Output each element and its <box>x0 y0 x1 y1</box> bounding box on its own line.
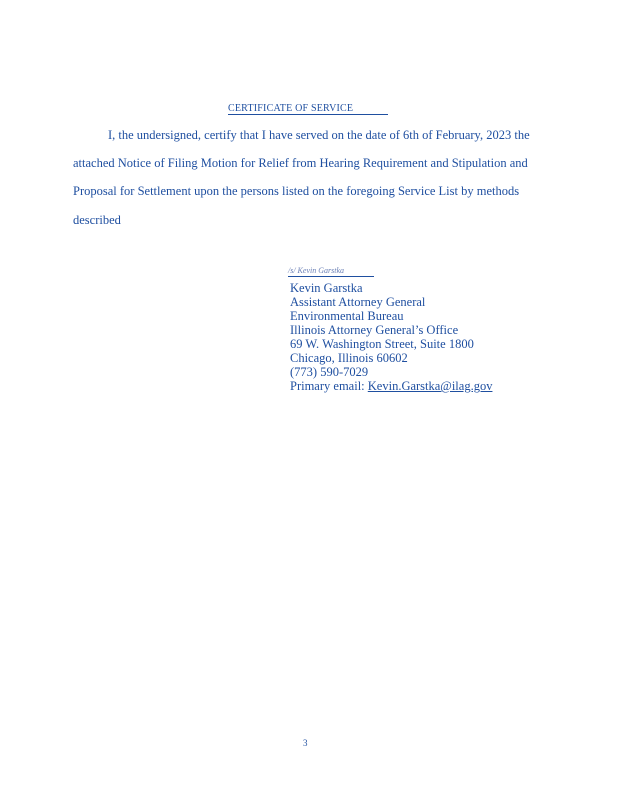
signature-block <box>290 281 492 393</box>
certificate-heading: CERTIFICATE OF SERVICE <box>228 103 388 115</box>
signer-street: 69 W. Washington Street, Suite 1800 <box>290 337 474 351</box>
signer-bureau: Environmental Bureau <box>290 309 404 323</box>
signer-title: Assistant Attorney General <box>290 295 426 309</box>
email-link[interactable]: Kevin.Garstka@ilag.gov <box>367 379 493 393</box>
signature-line: /s/ Kevin Garstka <box>288 266 374 277</box>
body-line-2: attached Notice of Filing Motion for Relief from Hearing Requirement and Stipulation and <box>73 156 528 170</box>
signer-city: Chicago, Illinois 60602 <box>290 351 408 365</box>
body-line-3: Proposal for Settlement upon the persons listed on the foregoing Service List by methods <box>73 184 520 198</box>
signer-email-row <box>290 379 492 393</box>
signer-office: Illinois Attorney General’s Office <box>290 323 459 337</box>
body-line-1: I, the undersigned, certify that I have served on the date of 6th of February, 2023 the <box>108 128 530 142</box>
body-line-4: described <box>73 213 121 227</box>
email-label: Primary email: <box>290 379 368 393</box>
signer-phone: (773) 590-7029 <box>290 365 369 379</box>
signer-name: Kevin Garstka <box>290 281 363 295</box>
page-number: 3 <box>303 738 308 748</box>
